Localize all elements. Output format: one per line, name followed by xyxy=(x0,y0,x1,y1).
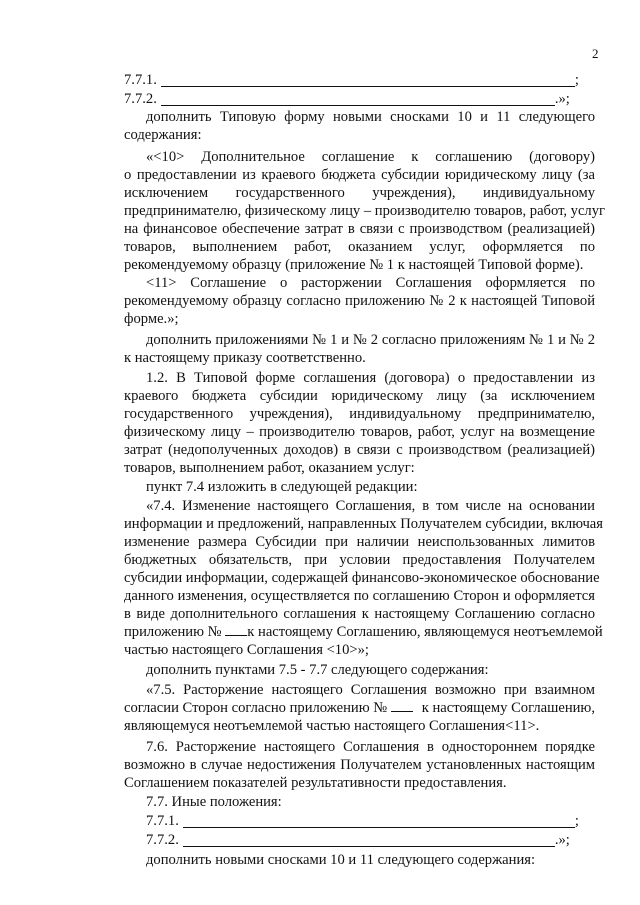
fill-blank xyxy=(183,814,575,828)
text-line: «7.5. Расторжение настоящего Соглашения возможно при взаимном xyxy=(146,682,595,698)
page-number: 2 xyxy=(592,46,599,61)
text-line: в виде дополнительного соглашения к настоящему Соглашению согласно xyxy=(124,606,595,622)
text-fragment: к настоящему Соглашению, являющемуся неотъемлемой xyxy=(247,624,603,640)
text-line: краевого бюджета субсидии юридическому лицу (за исключением xyxy=(124,388,595,404)
text-line: информации и предложений, направленных Получателем субсидии, включая xyxy=(124,516,603,532)
text-line-with-blank xyxy=(124,699,595,717)
punctuation: ; xyxy=(574,813,579,829)
clause-number: 7.7.1. xyxy=(146,813,179,829)
text-line-with-blank xyxy=(124,623,603,641)
text-line: «7.4. Изменение настоящего Соглашения, в том числе на основании xyxy=(146,498,595,514)
text-line: 1.2. В Типовой форме соглашения (договора) о предоставлении из xyxy=(146,370,595,386)
line-7-7-2 xyxy=(124,90,595,108)
text-line: предпринимателю, физическому лицу – производителю товаров, работ, услуг xyxy=(124,203,605,219)
text-line: исключением государственного учреждения), индивидуальному xyxy=(124,185,595,201)
text-line: форме.»; xyxy=(124,311,179,327)
line-7-7-2-second xyxy=(146,831,595,849)
number-blank xyxy=(225,623,247,636)
clause-number: 7.7.2. xyxy=(124,91,157,107)
line-7-7-1-second xyxy=(146,812,595,830)
text-line: субсидии информации, содержащей финансово-экономическое обоснование xyxy=(124,570,600,586)
text-line: о предоставлении из краевого бюджета субсидии юридическому лицу (за xyxy=(124,167,595,183)
line-7-7-1 xyxy=(124,71,595,89)
fill-blank xyxy=(161,73,575,87)
text-line: рекомендуемому образцу (приложение № 1 к настоящей Типовой форме). xyxy=(124,257,584,273)
text-line: содержания: xyxy=(124,127,202,143)
text-line: затрат (недополученных доходов) в связи с производством (реализацией) xyxy=(124,442,595,458)
text-line: дополнить новыми сносками 10 и 11 следующего содержания: xyxy=(146,852,536,868)
text-line: рекомендуемому образцу согласно приложению № 2 к настоящей Типовой xyxy=(124,293,595,309)
number-blank xyxy=(391,699,413,712)
text-line: физическому лицу – производителю товаров, работ, услуг на возмещение xyxy=(124,424,595,440)
text-line: <11> Соглашение о расторжении Соглашения оформляется по xyxy=(146,275,595,291)
text-line: пункт 7.4 изложить в следующей редакции: xyxy=(146,479,418,495)
fill-blank xyxy=(183,833,555,847)
text-line: дополнить приложениями № 1 и № 2 согласно приложениям № 1 и № 2 xyxy=(146,332,595,348)
clause-number: 7.7.2. xyxy=(146,832,179,848)
text-line: 7.7. Иные положения: xyxy=(146,794,282,810)
text-line: бюджетных обязательств, при условии предоставления Получателем xyxy=(124,552,595,568)
punctuation: ; xyxy=(574,72,579,88)
text-fragment: согласии Сторон согласно приложению № xyxy=(124,699,413,717)
text-line: на финансовое обеспечение затрат в связи с производством (реализацией) xyxy=(124,221,595,237)
text-line: дополнить Типовую форму новыми сносками 10 и 11 следующего xyxy=(146,109,595,125)
clause-number: 7.7.1. xyxy=(124,72,157,88)
text-line: государственного учреждения), индивидуальному предпринимателю, xyxy=(124,406,595,422)
text-line: являющемуся неотъемлемой частью настоящего Соглашения<11>. xyxy=(124,718,540,734)
text-line: возможно в случае недостижения Получателем установленных настоящим xyxy=(124,757,595,773)
text-line: данного изменения, осуществляется по соглашению Сторон и оформляется xyxy=(124,588,595,604)
text-line: Соглашением показателей результативности предоставления. xyxy=(124,775,507,791)
text-line: товаров, выполнением работ, оказанием услуг, оформляется по xyxy=(124,239,595,255)
text-line: частью настоящего Соглашения <10>»; xyxy=(124,642,369,658)
fill-blank xyxy=(161,92,555,106)
text-line: товаров, выполнением работ, оказанием услуг: xyxy=(124,460,415,476)
text-line: к настоящему приказу соответственно. xyxy=(124,350,366,366)
text-fragment: к настоящему Соглашению, xyxy=(421,700,595,716)
text-line: «<10> Дополнительное соглашение к соглашению (договору) xyxy=(146,149,595,165)
punctuation: .»; xyxy=(554,91,570,107)
text-line: дополнить пунктами 7.5 - 7.7 следующего содержания: xyxy=(146,662,489,678)
text-fragment: приложению № xyxy=(124,623,247,641)
text-line: 7.6. Расторжение настоящего Соглашения в одностороннем порядке xyxy=(146,739,595,755)
punctuation: .»; xyxy=(554,832,570,848)
text-line: изменение размера Субсидии при наличии неиспользованных лимитов xyxy=(124,534,595,550)
